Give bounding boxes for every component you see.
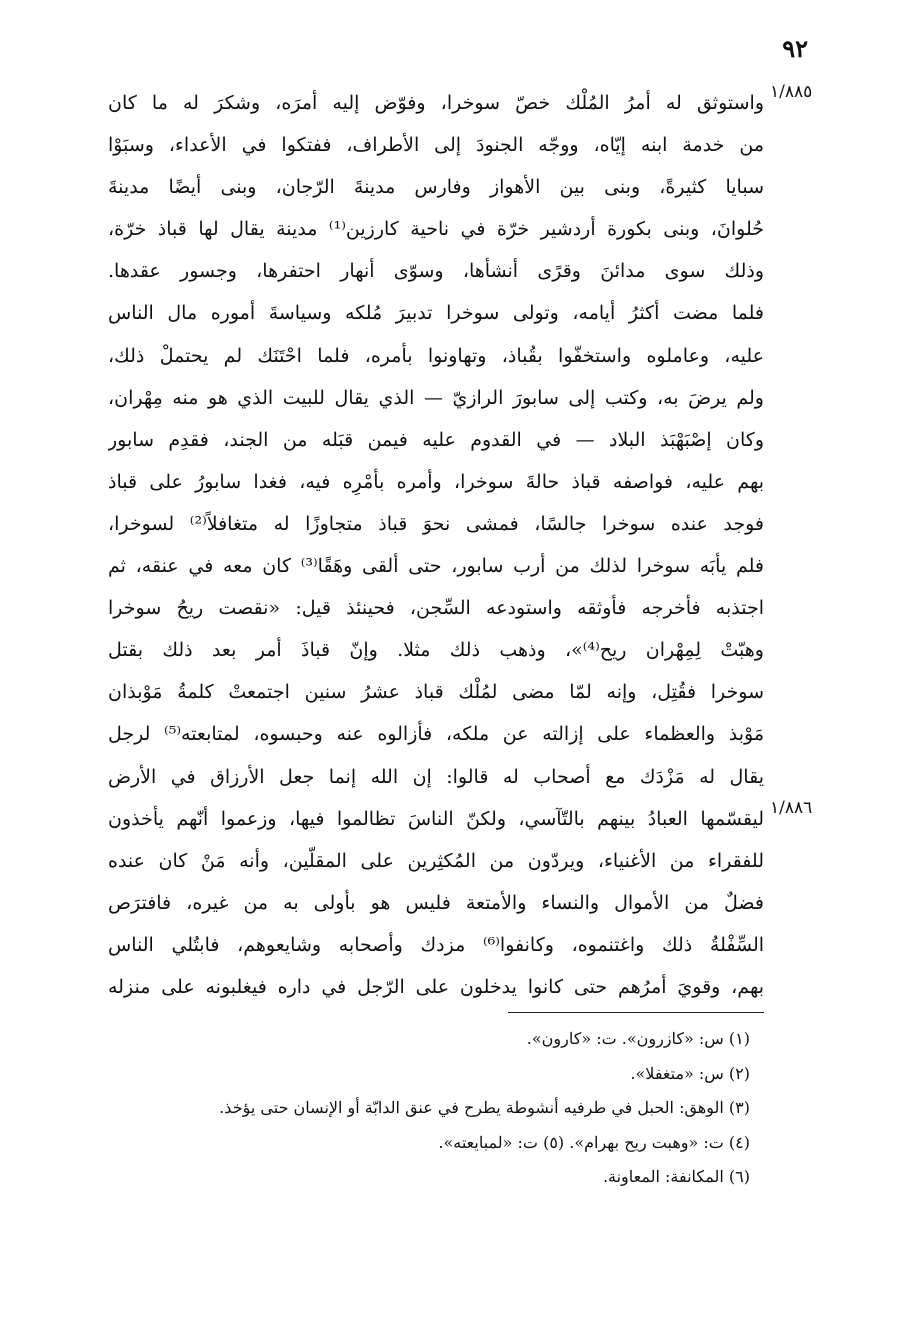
text-line: وهبّتْ لِمِهْران ريح⁽⁴⁾»، وذهب ذلك مثلا. وإنّ قباذَ أمر بعد ذلك بقتل <box>108 639 764 662</box>
footnote: (٦) المكانفة: المعاونة. <box>602 1167 750 1186</box>
text-line: واستوثق له أمرُ المُلْك خصّ سوخرا، وفوّض إليه أمرَه، وشكرَ له ما كان <box>108 92 764 114</box>
margin-reference: ١/٨٨٦ <box>770 798 813 818</box>
text-line: من خدمة ابنه إيّاه، ووجّه الجنودَ إلى الأطراف، ففتكوا في الأعداء، وسبَوْا <box>108 134 764 157</box>
text-line: فلما مضت أكثرُ أيامه، وتولى سوخرا تدبيرَ مُلكه وسياسةَ أموره مال الناس <box>108 302 764 325</box>
text-line: اجتذبه فأخرجه فأوثقه واستودعه السِّجن، فحينئذ قيل: «نقصت ريحُ سوخرا <box>108 597 764 620</box>
text-line: بهم، وقويَ أمرُهم حتى كانوا يدخلون على الرّجل في داره فيغلبونه على منزله <box>108 975 764 998</box>
text-line: مَوْبذ والعظماء على إزالته عن ملكه، فأزالوه عنه وحبسوه، لمتابعته⁽⁵⁾ لرجل <box>108 723 764 746</box>
text-line: ليقسّمها العبادُ بينهم بالتّآسي، ولكنّ الناسَ تظالموا فيها، وزعموا أنّهم يأخذون <box>108 807 764 830</box>
text-line: يقال له مَزْدَك مع أصحاب له قالوا: إن الله إنما جعل الأرزاق في الأرض <box>108 765 764 788</box>
text-line: للفقراء من الأغنياء، ويردّون من المُكثِرين على المقلّين، وأنه مَنْ كان عنده <box>108 849 764 872</box>
text-line: ولم يرضَ به، وكتب إلى سابورَ الرازيّ — الذي يقال للبيت الذي هو منه مِهْران، <box>108 386 764 409</box>
footnote: (٤) ت: «وهبت ريح بهرام». (٥) ت: «لمبايعته». <box>438 1132 750 1152</box>
footnote: (٢) س: «متغفلا». <box>630 1063 750 1083</box>
footnote: (١) س: «كازرون». ت: «كارون». <box>526 1029 750 1048</box>
text-line: سوخرا فقُتِل، وإنه لمّا مضى لمُلْك قباذ عشرُ سنين اجتمعتْ كلمةُ مَوْبذان <box>108 681 764 704</box>
text-line: بهم عليه، فواصفه قباذ حالةَ سوخرا، وأمره بأمْرِه فيه، فغدا سابورُ على قباذ <box>108 470 764 493</box>
main-text <box>108 82 764 1008</box>
text-line: فوجد عنده سوخرا جالسًا، فمشى نحوَ قباذ متجاوزًا له متغافلاً⁽²⁾ لسوخرا، <box>108 512 764 535</box>
page-number: ٩٢ <box>782 34 808 63</box>
footnote: (٣) الوهق: الحبل في طرفيه أنشوطة يطرح في عنق الدابّة أو الإنسان حتى يؤخذ. <box>219 1098 750 1117</box>
text-line: سبايا كثيرةً، وبنى بين الأهواز وفارس مدينةَ الرّجان، وبنى أيضًا مدينةَ <box>108 176 764 199</box>
margin-reference: ١/٨٨٥ <box>770 82 813 102</box>
text-line: حُلوانَ، وبنى بكورة أردشير خرّة في ناحية كارزين⁽¹⁾ مدينة يقال لها قباذ خرّة، <box>108 218 764 241</box>
text-line: وكان إصْبَهْبَذ البلاد — في القدوم عليه فيمن قبَله من الجند، فقدِم سابور <box>108 428 764 451</box>
text-line: السِّفْلةُ ذلك واغتنموه، وكانفوا⁽⁶⁾ مزدك وأصحابه وشايعوهم، فابتُلي الناس <box>108 933 764 956</box>
footnote-divider <box>508 1012 764 1013</box>
text-line: فضلٌ من الأموال والنساء والأمتعة فليس هو بأولى به من غيره، فافترَص <box>108 891 764 914</box>
footnotes <box>108 1022 750 1195</box>
text-line: فلم يأبَه سوخرا لذلك من أرب سابور، حتى ألقى وهَقًا⁽³⁾ كان معه في عنقه، ثم <box>108 555 764 578</box>
text-line: وذلك سوى مدائنَ وقرًى أنشأها، وسوّى أنهار احتفرها، وجسور عقدها. <box>108 260 764 283</box>
text-line: عليه، وعاملوه واستخفّوا بقُباذ، وتهاونوا بأمره، فلما احْتَنَك لم يحتملْ ذلك، <box>108 344 764 367</box>
